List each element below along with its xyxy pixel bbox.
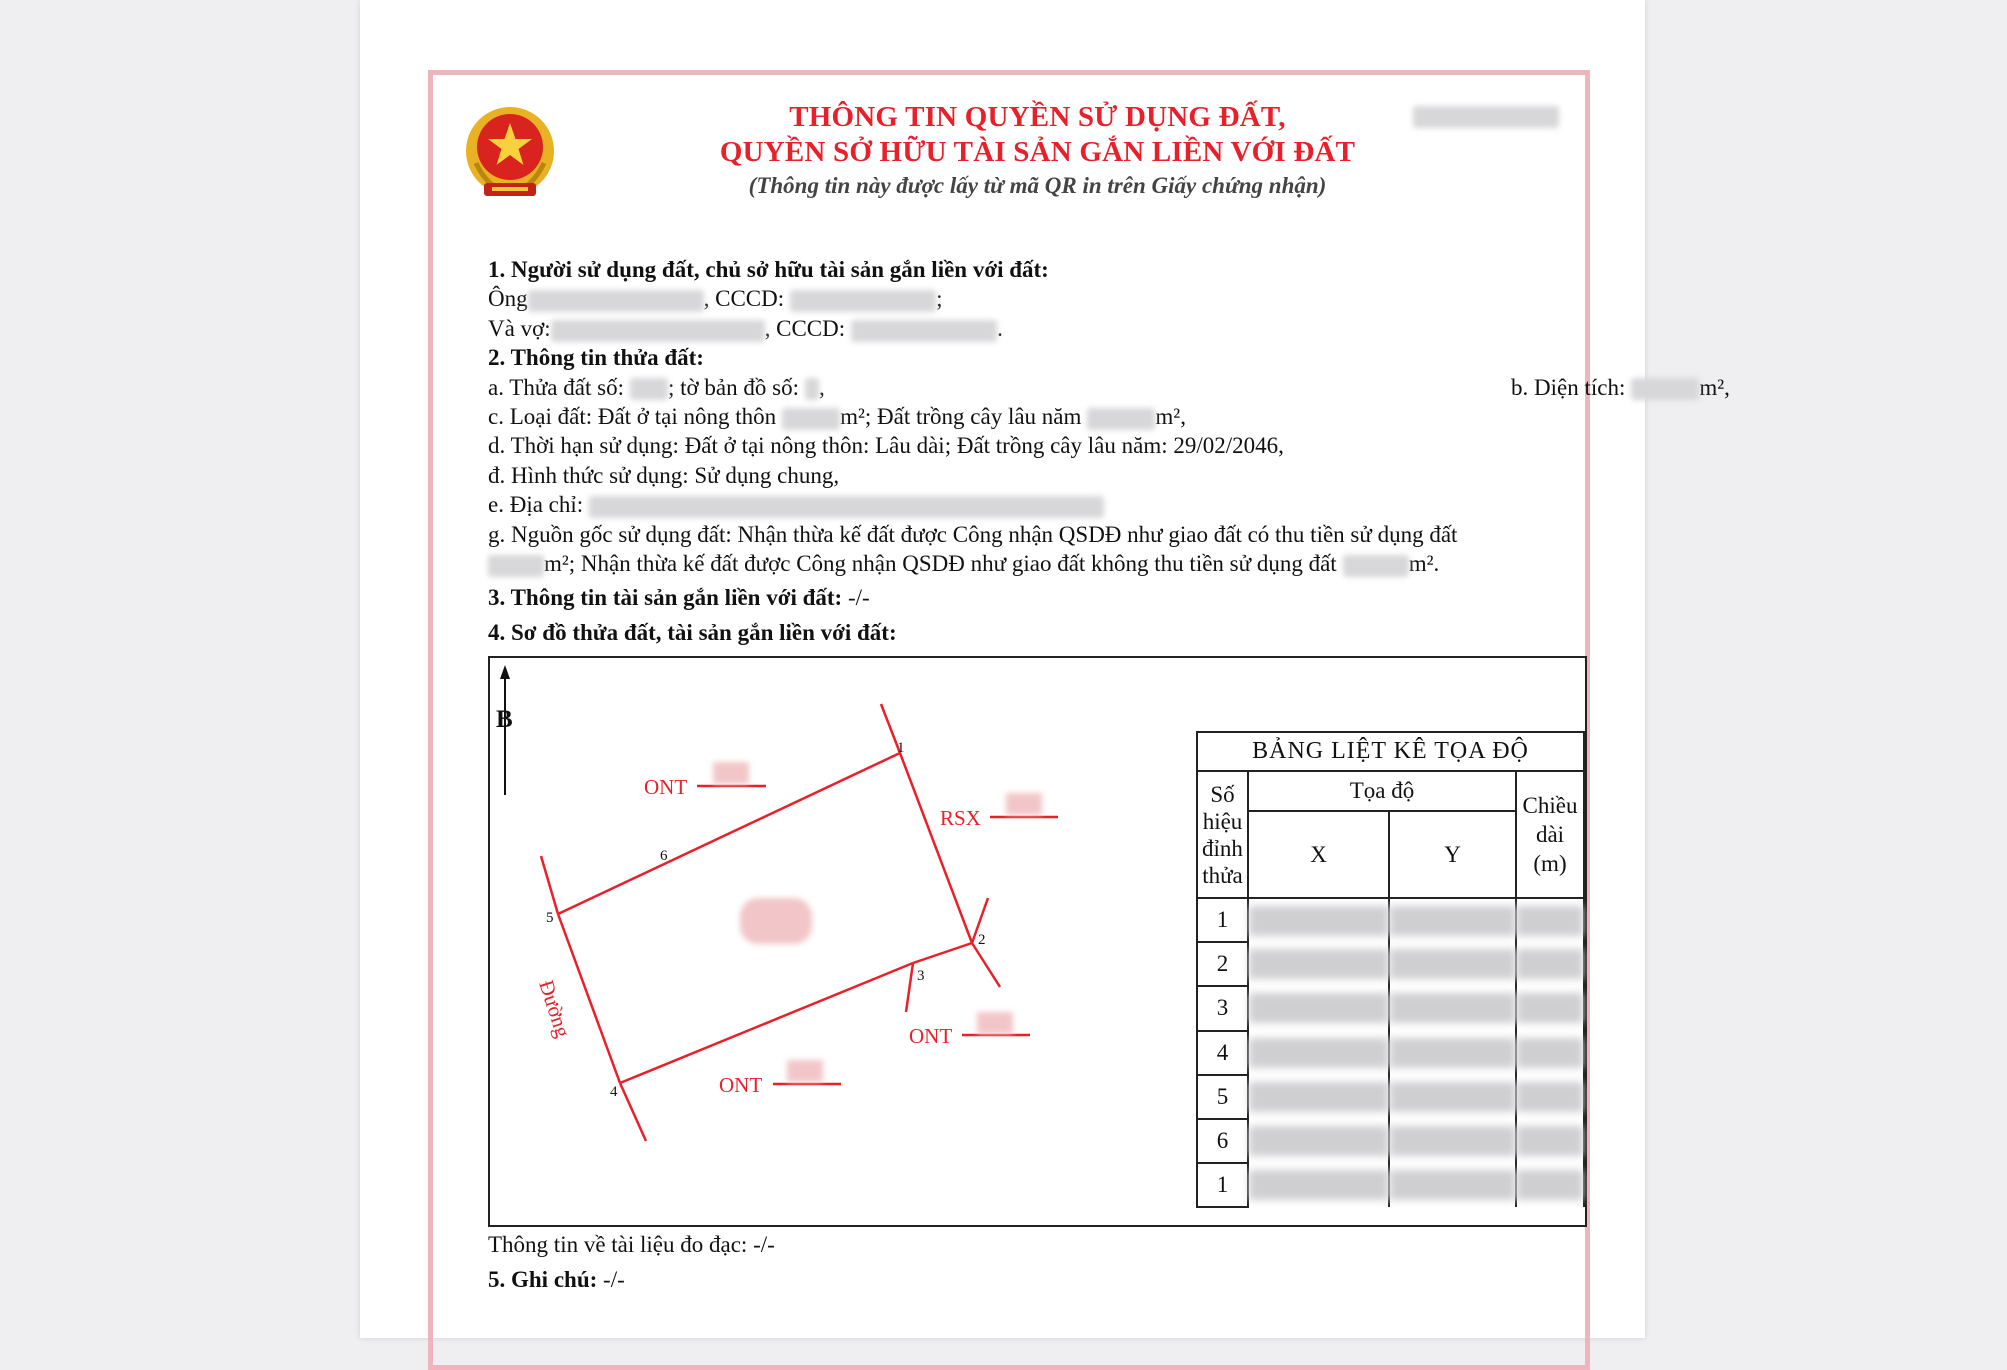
vertex-header-4: thửa — [1202, 862, 1243, 888]
section-1-heading: 1. Người sử dụng đất, chủ sở hữu tài sản gắn liền với đất: — [488, 257, 1049, 282]
x-value-redacted — [1248, 1031, 1389, 1075]
table-row — [1197, 1163, 1584, 1207]
usage-form-line: đ. Hình thức sử dụng: Sử dụng chung, — [488, 462, 840, 488]
coordinate-table — [1196, 731, 1585, 1208]
redacted-value — [1517, 1126, 1583, 1156]
area-label: b. Diện tích: — [1511, 374, 1626, 400]
redacted-value — [1390, 949, 1515, 979]
length-value-redacted — [1516, 1031, 1584, 1075]
section-3-value: -/- — [847, 585, 870, 611]
rsx-area-redacted — [1006, 793, 1042, 815]
cccd-label: , CCCD: — [764, 315, 846, 341]
ont-top-area-redacted — [713, 762, 749, 784]
table-row — [1197, 942, 1584, 986]
y-value-redacted — [1389, 1075, 1516, 1119]
table-row — [1197, 1031, 1584, 1075]
ext-5 — [541, 856, 558, 914]
length-header-2: dài — [1535, 822, 1565, 847]
table-row — [1197, 1119, 1584, 1163]
vertex-id: 4 — [1197, 1031, 1248, 1075]
length-header-1: Chiều — [1522, 793, 1578, 818]
redacted-value — [1517, 1082, 1583, 1112]
y-value-redacted — [1389, 898, 1516, 942]
coordinate-header: Tọa độ — [1248, 771, 1516, 811]
vertex-id: 1 — [1197, 1163, 1248, 1207]
coordinate-rows — [1197, 898, 1584, 1207]
ext-2 — [972, 943, 1000, 987]
ont-right-label: ONT — [909, 1024, 953, 1048]
y-value-redacted — [1389, 1031, 1516, 1075]
redacted-value — [1390, 1038, 1515, 1068]
cccd-label: , CCCD: — [703, 286, 785, 312]
vertex-id: 5 — [1197, 1075, 1248, 1119]
x-value-redacted — [1248, 986, 1389, 1030]
vertex-header-3: đỉnh — [1202, 835, 1243, 861]
survey-info: Thông tin về tài liệu đo đạc: -/- — [488, 1232, 775, 1257]
redacted-value — [1390, 993, 1515, 1023]
north-label: B — [496, 706, 513, 733]
table-row — [1197, 986, 1584, 1030]
section-3-label: 3. Thông tin tài sản gắn liền với đất: — [488, 585, 843, 611]
section-4-heading: 4. Sơ đồ thửa đất, tài sản gắn liền với đất: — [488, 619, 897, 645]
address-label: e. Địa chỉ: — [488, 492, 584, 518]
length-column-header — [1516, 771, 1584, 898]
land-type-mid: m²; Đất trồng cây lâu năm — [840, 403, 1082, 429]
land-type-end: m², — [1155, 403, 1186, 429]
redacted-value — [1249, 906, 1388, 936]
section-5-value: -/- — [603, 1267, 625, 1292]
x-value-redacted — [1248, 1075, 1389, 1119]
y-value-redacted — [1389, 986, 1516, 1030]
area-unit: m², — [1699, 374, 1730, 400]
redacted-value — [1249, 1126, 1388, 1156]
table-row — [1197, 1075, 1584, 1119]
table-row — [1197, 898, 1584, 942]
section-5-heading: 5. Ghi chú: — [488, 1267, 598, 1292]
ont-bottom-label: ONT — [719, 1073, 763, 1097]
redacted-value — [1390, 906, 1515, 936]
redacted-value — [1249, 1038, 1388, 1068]
vertex-1-label: 1 — [897, 740, 905, 756]
vertex-id: 1 — [1197, 898, 1248, 942]
owner-end: ; — [936, 286, 943, 312]
boundary-2-3 — [913, 943, 972, 963]
boundary-3-4 — [620, 963, 913, 1083]
redacted-value — [1390, 1170, 1515, 1200]
vertex-3-label: 3 — [917, 968, 925, 984]
redacted-value — [1390, 1126, 1515, 1156]
vertex-column-header — [1197, 771, 1248, 898]
road-label: Đường — [534, 977, 576, 1041]
origin-end: m². — [1408, 550, 1440, 576]
redacted-value — [1249, 1170, 1388, 1200]
north-arrow-head — [500, 665, 510, 679]
redacted-value — [1249, 949, 1388, 979]
ont-right-area-redacted — [977, 1012, 1013, 1034]
section-2-heading: 2. Thông tin thửa đất: — [488, 345, 704, 371]
y-value-redacted — [1389, 1119, 1516, 1163]
rsx-label: RSX — [940, 806, 981, 830]
length-value-redacted — [1516, 986, 1584, 1030]
redacted-value — [1249, 1082, 1388, 1112]
vertex-id: 3 — [1197, 986, 1248, 1030]
document-subtitle: (Thông tin này được lấy từ mã QR in trên Giấy chứng nhận) — [748, 173, 1327, 198]
y-value-redacted — [1389, 942, 1516, 986]
spouse-end: . — [997, 315, 1003, 341]
redacted-value — [1390, 1082, 1515, 1112]
length-value-redacted — [1516, 898, 1584, 942]
owner-prefix: Ông — [488, 286, 528, 312]
length-value-redacted — [1516, 942, 1584, 986]
vertex-id: 6 — [1197, 1119, 1248, 1163]
x-value-redacted — [1248, 898, 1389, 942]
vertex-6-label: 6 — [660, 848, 668, 864]
vertex-5-label: 5 — [546, 910, 554, 926]
parcel-a-comma: , — [818, 374, 825, 400]
section-5 — [488, 1267, 625, 1293]
x-value-redacted — [1248, 1119, 1389, 1163]
boundary-4-5 — [558, 914, 620, 1083]
map-sheet-label: ; tờ bản đồ số: — [667, 374, 799, 400]
vertex-4-label: 4 — [610, 1084, 618, 1100]
land-type-label: c. Loại đất: Đất ở tại nông thôn — [488, 403, 777, 429]
length-value-redacted — [1516, 1163, 1584, 1207]
ext-3 — [906, 963, 913, 1012]
ont-top-label: ONT — [644, 775, 688, 799]
length-value-redacted — [1516, 1075, 1584, 1119]
parcel-number-label: a. Thửa đất số: — [488, 374, 624, 400]
x-column-header: X — [1248, 811, 1389, 898]
redacted-value — [1517, 1170, 1583, 1200]
ext-4 — [620, 1083, 646, 1141]
redacted-value — [1517, 906, 1583, 936]
x-value-redacted — [1248, 942, 1389, 986]
parcel-id-redacted — [740, 898, 812, 944]
origin-mid: m²; Nhận thừa kế đất được Công nhận QSDĐ như giao đất không thu tiền sử dụng đất — [544, 550, 1337, 576]
redacted-value — [1517, 993, 1583, 1023]
vertex-header-2: hiệu — [1202, 808, 1243, 834]
redacted-value — [1517, 1038, 1583, 1068]
spouse-prefix: Và vợ: — [488, 315, 551, 341]
vertex-header-1: Số — [1210, 781, 1235, 807]
document-title: THÔNG TIN QUYỀN SỬ DỤNG ĐẤT, — [789, 101, 1286, 133]
redacted-value — [1249, 993, 1388, 1023]
y-column-header: Y — [1389, 811, 1516, 898]
length-value-redacted — [1516, 1119, 1584, 1163]
redacted-value — [1517, 949, 1583, 979]
usage-term-line: d. Thời hạn sử dụng: Đất ở tại nông thôn: Lâu dài; Đất trồng cây lâu năm: 29/02/2046, — [488, 433, 1284, 459]
vertex-2-label: 2 — [978, 932, 986, 948]
y-value-redacted — [1389, 1163, 1516, 1207]
boundary-1-2 — [900, 753, 972, 943]
vertex-id: 2 — [1197, 942, 1248, 986]
x-value-redacted — [1248, 1163, 1389, 1207]
coordinate-table-title: BẢNG LIỆT KÊ TỌA ĐỘ — [1197, 732, 1584, 771]
document-title-2: QUYỀN SỞ HỮU TÀI SẢN GẮN LIỀN VỚI ĐẤT — [719, 136, 1356, 168]
length-header-3: (m) — [1533, 851, 1567, 876]
ont-bottom-area-redacted — [787, 1060, 823, 1082]
origin-line-1: g. Nguồn gốc sử dụng đất: Nhận thừa kế đất được Công nhận QSDĐ như giao đất có thu tiền sử dụng đất — [488, 521, 1458, 547]
